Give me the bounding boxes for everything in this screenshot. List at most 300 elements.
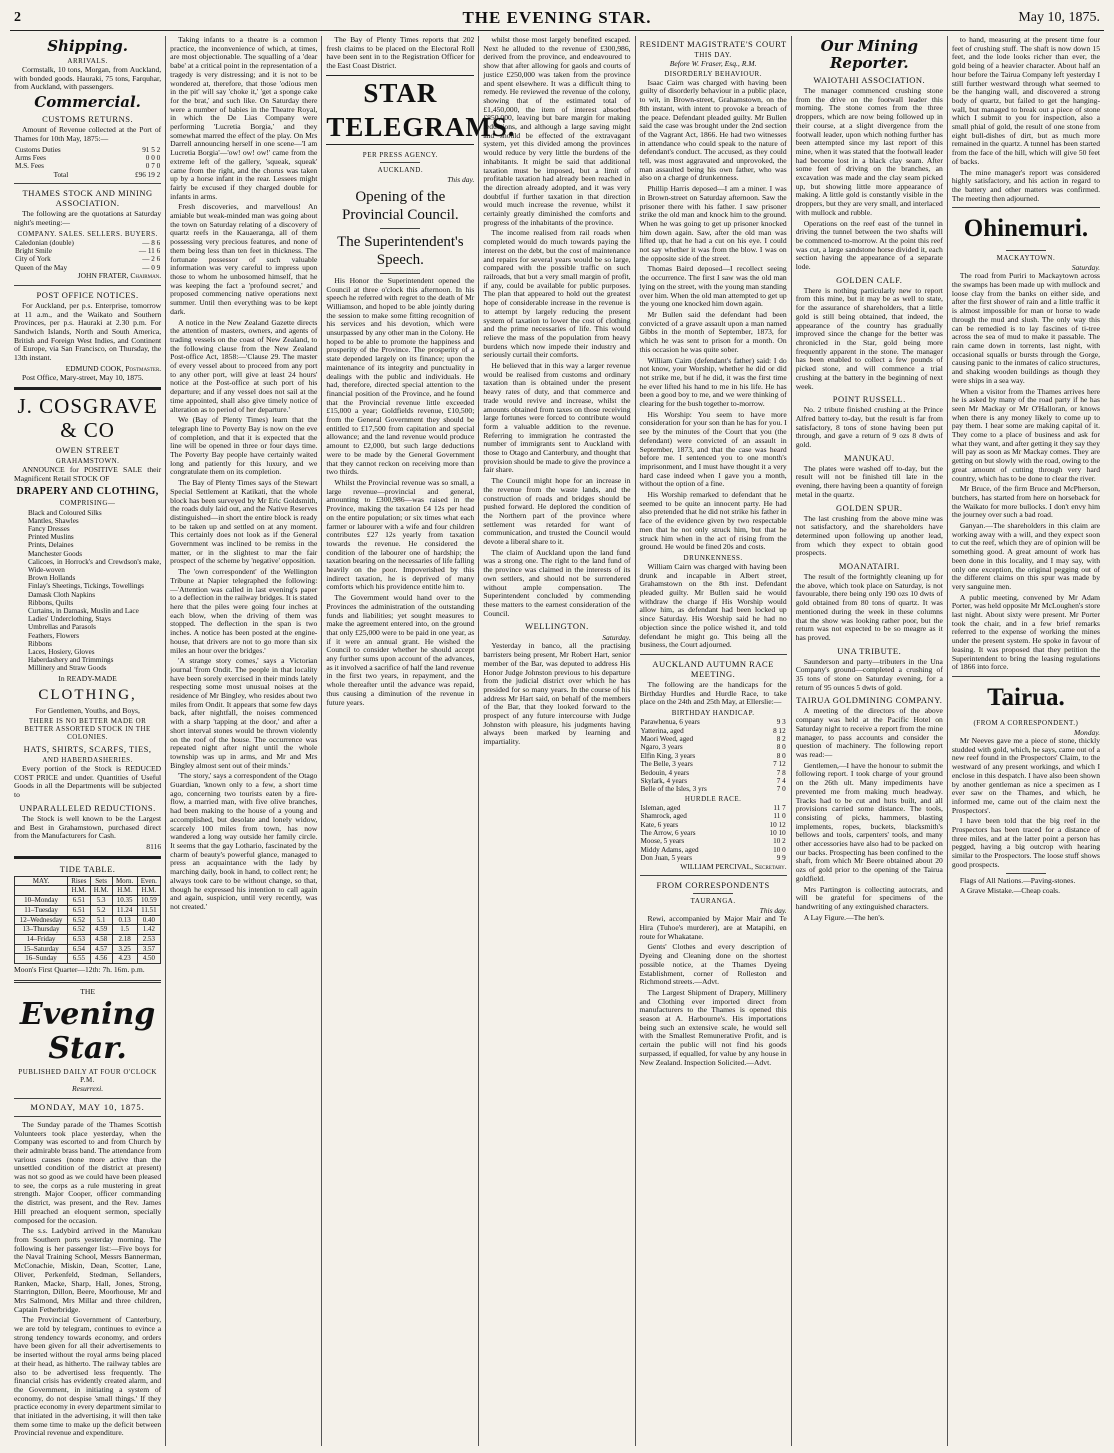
moon-phase: Moon's First Quarter—12th: 7h. 16m. p.m. (14, 965, 145, 975)
column-7 (948, 36, 1104, 1446)
table-cell: 4.57 (90, 944, 112, 954)
divider (640, 654, 787, 655)
table-cell: H.M. (90, 886, 112, 896)
article-paragraph: Rewi, accompanied by Major Mair and Te Hira (Tuhoe's murderer), are at Matapihi, en route for Whakatane. (639, 914, 787, 941)
article-paragraph: The Provincial Government of Canterbury, we are told by telegram, continues to evince a strong tendency towards economy, and orders have been given for all their advertisements to be inserted without the royal arms being placed at their head, as hitherto. The railway tables are also to be advertised less frequently. The financial crisis has evidently created alarm, and the Government, in initiating a system of economy, do not despise 'small things.' If they practice economy in every department similar to that initiated in the advertising, it will then take them some time to make up the deficit between Provincial revenue and expenditure. (14, 1315, 162, 1438)
article-paragraph: Flags of All Nations.—Paving-stones. (959, 875, 1076, 885)
table-cell: 0.13 (112, 915, 137, 925)
table-cell: 10.59 (137, 896, 161, 906)
star-telegrams-head: STAR TELEGRAMS. (326, 75, 474, 145)
mining-title: Our Mining Reporter. (820, 37, 918, 72)
table-cell: 0 7 0 (145, 162, 161, 171)
arrivals-text: Cormstalk, 10 tons, Morgan, from Auckland, with bonded goods. Hauraki, 75 tons, Farquhar, from Auckland, with passengers. (14, 65, 162, 92)
table-row (15, 954, 161, 964)
article-paragraph: A Lay Figure.—The hen's. (803, 912, 885, 922)
list-item: Umbrellas and Parasols (28, 623, 96, 632)
post-office-head: POST OFFICE NOTICES. (36, 289, 139, 300)
table-cell: Skylark, 4 years (640, 776, 688, 785)
table-row (640, 837, 787, 845)
article-paragraph: Mrs Partington is collecting autocrats, and will be grateful for specimens of the handwriting of any extinguished characters. (795, 884, 943, 911)
table-cell: 6.52 (68, 915, 91, 925)
article-paragraph: Mr Neeves gave me a piece of stone, thickly studded with gold, which, he says, came out of a new reef found in the Prospectors' Claim, to the westward of any present workings, and which I enclose in this despatch. I have also been shown by another gentleman as nice a specimen as I ever saw on the Thames, and which, he informed me, came out of the claim next the Prospectors'. (951, 736, 1101, 815)
table-header: Morn. (112, 876, 137, 886)
article-paragraph: A Grave Mistake.—Cheap coals. (959, 886, 1061, 896)
list-item: Damask Cloth Napkins (28, 590, 96, 599)
article-paragraph: Yesterday in banco, all the practising barristers being present, Mr Robert Hart, senior member of the Bar, was deputed to address His Honor Judge Johnston previous to his departure from the judicial district over which he has presided for so many years. In the course of his address Mr Hart said, on behalf of the members of the Bar, that they looked forward to the prospect of any future intercourse with Judge Johnston with pleasure, his judgments having always been marked by learning and impartiality. (483, 641, 631, 747)
table-header: Even. (137, 876, 161, 886)
nameplate: Evening Star. (19, 997, 156, 1067)
article-paragraph: 'The story,' says a correspondent of the Otago Guardian, 'known only to a few, a short time ago, concerning two tourists eaten by a fire-flow, a married man, with five olive branches, had been making to the house of a young and accomplished, but desolate and lonely widow, scarcely 100 miles from town, has now wandered a long way outside her family circle. It seems that the gay Lothario, fascinated by the charm of beauty's powerful glance, managed to press an acquaintance with the lady by marching daily, book in hand, to collect rent; he always took care to be without change, so that, though he expressed his intention to call again and again, suspicion, until very recently, was not created.' (170, 771, 318, 911)
table-row (640, 821, 787, 829)
article-paragraph: William Cairn was charged with having been drunk and incapable in Albert street, Grahamstown on the 8th inst. Defendant pleaded guilty. Mr Bullen said he would withdraw the charge if His Worship would allow him, as defendant had been locked up since Saturday. His Worship said he had no objection since the police wished it, and told defendant he might go. This being all the business, the Court adjourned. (639, 561, 787, 650)
tairua-gm-head: TAIRUA GOLDMINING COMPANY. (796, 695, 943, 706)
column-2 (166, 36, 322, 1446)
cosgrave-items (28, 509, 161, 673)
table-cell: 9 9 (776, 854, 786, 863)
table-cell: Isleman, aged (640, 803, 681, 812)
table-row (14, 171, 161, 179)
article-paragraph: Gentlemen,—I have the honour to submit the following report. I took charge of your ground on the 26th ult. Many impediments have prevented me from making much headway. Tracks had to be cut and huts built, and all provisions carried some distance. The tools, consisting of picks, hammers, blasting implements, ropes, buckets, blacksmith's bellows and tools, carpenters' tools, and many other accessories have also had to be packed on our backs. Prospecting has been confined to the shaft, from which Mr Beere obtained about 20 ozs of gold prior to the opening of the Tairua goldfield. (795, 760, 943, 883)
table-row (640, 769, 787, 777)
table-cell: Yatterina, aged (640, 726, 684, 735)
from-correspondent: (FROM A CORRESPONDENT.) (973, 719, 1079, 727)
table-cell: 10 12 (769, 820, 786, 829)
table-row (640, 804, 787, 812)
cosgrave-bottom: The Stock is well known to be the Largest and Best in Grahamstown, purchased direct from the Manufacturers for Cash. (14, 813, 162, 841)
correspondents-head: FROM CORRESPONDENTS (656, 880, 770, 891)
table-cell: Middy Adams, aged (640, 845, 699, 854)
article-paragraph: Gents' Clothes and every description of Dyeing and Cleaning done on the shortest possible notice, at the Thames Dyeing Establishment, corner of Rolleston and Richmond streets.—Advt. (639, 942, 787, 987)
article-paragraph: The Bay of Plenty Times reports that 202 fresh claims to be placed on the Electoral Roll have been sent in to the Registration Officer for the East Coast District. (326, 35, 475, 71)
tsma-intro: The following are the quotations at Saturday night's meeting:— (14, 209, 162, 227)
table-row (640, 735, 787, 743)
dateline: MONDAY, MAY 10, 1875. (30, 1102, 145, 1113)
cosgrave-drapery: DRAPERY AND CLOTHING, (16, 485, 159, 497)
waiotahi-head: WAIOTAHI ASSOCIATION. (813, 75, 926, 85)
race-head: AUCKLAND AUTUMN RACE MEETING. (652, 659, 774, 679)
table-row (640, 760, 787, 768)
table-cell: 10 0 (773, 845, 786, 854)
table-header: Sets (90, 876, 112, 886)
table-cell: 8 2 (776, 734, 786, 743)
article-paragraph: Operations on the reef east of the tunnel in driving the tunnel between the two shafts will be commenced to-morrow. At the point this reef was cut, a large sandstone horse divided it, each section having the appearance of a separate lode. (795, 218, 943, 272)
tsma-signature: JOHN FRATER, Chairman. (77, 271, 162, 281)
list-item: Calicoes, in Horrock's and Crewdson's make, Wide-woven (28, 557, 162, 575)
tsma-table (14, 239, 161, 273)
golden-calf-head: GOLDEN CALF. (836, 274, 903, 285)
divider (14, 980, 161, 983)
table-cell: 8 12 (773, 726, 786, 735)
article-paragraph: Ganyan.—The shareholders in this claim are working away with a will, and they expect soon to cut the reef, which they are of opinion will be something good. A great amount of work has been done in this locality, and I may say, with only one exception, the original pegging out of the different claims on this spur was made by very sanguine men. (951, 521, 1101, 591)
cosgrave-haberdasheries: AND HABERDASHERIES. (42, 756, 133, 765)
article-paragraph: A public meeting, convened by Mr Adam Porter, was held opposite Mr McLoughen's store last night. About sixty were present. Mr Porter took the chair, and in a few brief remarks referred to the expense of working the mines under the present system. He spoke in favour of leasing. It was proposed that they petition the Superintendent to bring the leasing regulations of 1866 into force. (951, 592, 1101, 672)
press-agency: PER PRESS AGENCY. (362, 150, 438, 159)
list-item: Laces, Hosiery, Gloves (28, 648, 95, 657)
article-paragraph: His Worship remarked to defendant that he seemed to be quite an innocent party. He had also pretended that he did not strike his father in face of the evidence given by two respectable men that he not only struck him, but that he struck him when in the act of rising from the ground. He would be fined 20s and costs. (639, 490, 787, 552)
table-cell: 11.51 (137, 905, 161, 915)
tairua-head: Tairua. (987, 684, 1065, 711)
table-cell: — 8 6 (142, 238, 161, 247)
table-row (640, 727, 787, 735)
dateline-auckland: AUCKLAND. (377, 165, 424, 174)
article-paragraph: Mr Bullen said the defendant had been convicted of a grave assault upon a man named Gibbs in the month of September, 1873, for which he was sent to prison for a month. On this occasion he was quite sober. (639, 309, 787, 354)
list-item: Millinery and Straw Goods (28, 664, 107, 673)
birthday-head: BIRTHDAY HANDICAP. (671, 709, 755, 718)
column-5 (636, 36, 792, 1446)
list-item: Finlay's Sheetings, Tickings, Towellings (28, 582, 144, 591)
table-row (15, 934, 161, 944)
table-header: MAY. (15, 876, 68, 886)
article-paragraph: The s.s. Ladybird arrived in the Manukau from Southern ports yesterday morning. The following is her passenger list:—Five boys for the Naval Training School, Messrs Bannerman, McConachie, Miskin, Dean, Scotter, Lane, Oliver, Perkenfeld, Stedman, Sellanders, Ranken, Macke, Sharp, Hall, Jones, Strong, Starrington, Dillon, Beere, Moorhouse, Mr and Mrs Salmond, Mrs Millar and three children, Captain Fetherbridge. (14, 1226, 162, 1314)
mackaytown-head: MACKAYTOWN. (996, 254, 1056, 263)
golden-spur-head: GOLDEN SPUR. (836, 502, 903, 513)
this-day: This day. (447, 174, 475, 184)
article-paragraph: A meeting of the directors of the above company was held at the Pacific Hotel on Saturday night to receive a report from the mine manager, to pass accounts and consider the question of machinery. The following report was read:— (795, 706, 943, 759)
list-item: Curtains, in Damask, Muslin and Lace (28, 607, 139, 616)
article-paragraph: 'A strange story comes,' says a Victorian journal 'from Ondit. The people in that locality have been sorely exercised in their minds lately respecting some most unusual noises at the residence of Mr Bingley, who resides about two miles from Ondit. It appears that some few days back, after nightfall, the noises commenced with a sharp 'tapping at the door,' and after a short interval stones would be thrown violently on the roof of the house. The occurrence was repeated night after night until the whole township was up in arms, and Mr and Mrs Bingley almost sent out of their minds.' (170, 656, 318, 770)
cosgrave-reduced: Every portion of the Stock is REDUCED COST PRICE and under. Quantities of Useful Goods in all the Departments will be subjected to (14, 764, 162, 800)
divider (380, 228, 420, 229)
article-paragraph: The 'own correspondent' of the Wellington Tribune at Napier telegraphed the following:—'Attention was called in last evening's paper to a deflection in the railway bridges. It is stated here that the piles were going four inches at each blow, when the driving of them was stopped. The deflection in the span is two inches. A notice has been posted at the engine-house, that drivers are not to go more than six miles an hour over the bridges.' (170, 567, 318, 655)
article-paragraph: The result of the fortnightly cleaning up for the above, which took place on Saturday, is not favourable, there being only 190 ozs 10 dwts of gold obtained from 80 tons of quartz. It was mentioned during the week in these columns that the show was looking rather poor, but the return was not expected to be so meagre as it has proved. (795, 572, 943, 642)
list-item: Prints, Delaines (28, 541, 74, 550)
post-office-date: Post Office, Mary-street, May 10, 1875. (22, 372, 144, 382)
saturday-label: Saturday. (1071, 263, 1101, 273)
table-cell: 91 5 2 (142, 145, 161, 154)
list-item: Feathers, Flowers (28, 631, 80, 640)
divider (380, 162, 420, 163)
table-cell: Caledonian (double) (15, 238, 74, 247)
table-cell: Arms Fees (15, 153, 46, 162)
hurdle-table (640, 804, 787, 863)
article-paragraph: When a visitor from the Thames arrives here he is asked by many of the road party if he has seen Mr Mackay or Mr O'Halloran, or knows when there is any money likely to come up to pay them. I hear some are making capital of it. They come to a place of business and ask for what they want, and after getting it they say they will pay as soon as Mr Mackay comes. They are getting on but slowly with the road, owing to the great amount of cutting through very hard country, which has to be done to clear the river. (951, 386, 1101, 483)
table-cell: 6.52 (68, 925, 91, 935)
table-cell: Parawhenua, 6 years (640, 718, 700, 727)
column-1 (10, 36, 166, 1446)
table-cell: 10–Monday (15, 896, 68, 906)
article-paragraph: Fresh discoveries, and marvellous! An amiable but weak-minded man was going about the town on Saturday relating of a discovery of quartz reefs in the Kauaeranga, all of them possessing very precious features, and none of them being less than ten feet in thickness. The fortunate possessor of such valuable information was very careful to impress upon those to whom he unbosomed himself, that he was keeping the fact a 'profound secret,' and proposed commencing native operations next summer. Until then everything was to be kept dark. (170, 202, 318, 316)
birthday-table (640, 718, 787, 794)
page-number: 2 (14, 10, 21, 25)
table-cell: Ngaro, 3 years (640, 743, 683, 752)
table-cell: 1.5 (112, 925, 137, 935)
list-item: Manchester Goods (28, 549, 83, 558)
article-paragraph: The last crushing from the above mine was not satisfactory, and the shareholders have determined upon following up another lead, from which they expect to obtain good prospects. (795, 513, 943, 558)
saturday-label: Saturday. (602, 633, 631, 643)
divider (14, 285, 161, 286)
divider (640, 875, 787, 876)
table-cell: Queen of the May (15, 263, 68, 272)
table-row (640, 846, 787, 854)
list-item: Haberdashery and Trimmings (28, 656, 114, 665)
table-cell: Don Juan, 5 years (640, 854, 693, 863)
article-paragraph: We (Bay of Plenty Times) learn that the telegraph line to Poverty Bay is now on the eve of completion, and that it is expected that the line will be opened in three or four days time. The Poverty Bay people have certainly waited long and patiently for this luxury, and we congratulate them on its completion. (170, 415, 318, 477)
point-russell-head: POINT RUSSELL. (832, 394, 906, 405)
table-cell: 3.25 (112, 944, 137, 954)
masthead (10, 8, 1104, 31)
table-cell: Bright Smile (15, 246, 52, 255)
table-cell: 8 0 (776, 743, 786, 752)
table-row (640, 829, 787, 837)
table-cell: Maori Weed, aged (640, 734, 694, 743)
table-cell: 6.53 (68, 934, 91, 944)
article-paragraph: whilst those most largely benefited escaped. Next he alluded to the revenue of £300,986, derived from the province, and endeavoured to show that after allowing for gaols and courts of justice £250,000 was taken from the province and spent elsewhere. It was a difficult thing to remedy. He reviewed the revenue of the colony, showing that of the estimated total of £1,450,000, the item of interest absorbed £850,000, leaving but bare margin for making reductions, and although a large saving might and should be effected of the extravagant system, yet this divided among the provinces would reduce by very little the burdens of the inhabitants. It might be said that additional taxation must be imposed, but a limit of profitable taxation had already been reached in the direction already adopted, and it was very doubtful if further taxation in that direction would much increase the revenue, whilst it certainly greatly diminished the comforts and progress of the inhabitants of the province. (483, 35, 631, 227)
article-paragraph: Thomas Baird deposed—I recollect seeing the occurrence. The first I saw was the old man lying on the street, with the young man standing over him. When the old man attempted to get up the young one knocked him down again. (639, 264, 787, 309)
table-cell: Kate, 6 years (640, 820, 679, 829)
table-cell: M.S. Fees (15, 162, 44, 171)
article-paragraph: The Bay of Plenty Times says of the Stewart Special Settlement at Katikati, that the whole block has been surveyed by Mr Eric Goldsmith, the roads duly laid out, and the Native Reserves distinguished—in short the entire block is ready to be taken up and settled on at any moment. This certainly does not look as if the General Government was inclined to be remiss in the matter, or in the slightest to mar the fair prospect of the scheme by 'negative' opposition. (170, 478, 318, 566)
table-header-row (15, 876, 161, 886)
table-cell: 16–Sunday (15, 954, 68, 964)
customs-text: Amount of Revenue collected at the Port of Thames for 10th May, 1875:— (14, 125, 162, 143)
table-row (640, 743, 787, 751)
table-cell: 10 10 (769, 828, 786, 837)
arrivals-label: ARRIVALS. (67, 57, 108, 65)
moanatairi-head: MOANATAIRI. (838, 561, 900, 572)
tide-head: TIDE TABLE. (59, 863, 116, 874)
tsma-head: THAMES STOCK AND MINING ASSOCIATION. (22, 188, 153, 209)
cosgrave-town: GRAHAMSTOWN. (55, 457, 120, 466)
table-cell: 5.2 (90, 905, 112, 915)
list-item: Brown Hollands (28, 574, 76, 583)
columns (10, 36, 1104, 1446)
cosgrave-comprising: COMPRISING— (59, 498, 116, 507)
table-cell: 11 0 (773, 812, 786, 821)
drunkenness-head: DRUNKENNESS. (683, 553, 743, 562)
masthead-title: THE EVENING STAR. (462, 8, 652, 27)
table-cell: 2.53 (137, 934, 161, 944)
table-cell: 11 7 (773, 803, 786, 812)
table-cell: 4.58 (90, 934, 112, 944)
cosgrave-for: For Gentlemen, Youths, and Boys, (35, 706, 140, 716)
table-cell: H.M. (68, 886, 91, 896)
table-cell: Customs Duties (15, 145, 61, 154)
article-paragraph: There is nothing particularly new to report from this mine, but it may be as well to state, for the assurance of shareholders, that a little gold is still being obtained, that indeed, the appearance of the country has gradually improved since the change for the better was chronicled in the Star, gold being more frequently apparent in the stone. The manager has been enabled to collect a few pounds of picked stone, and will commence a trial crushing at the battery in the beginning of next week. (795, 285, 943, 391)
ohinemuri-head: Ohinemuri. (963, 215, 1089, 243)
table-cell: 2.18 (112, 934, 137, 944)
race-signature: WILLIAM PERCIVAL, Secretary. (680, 861, 787, 871)
article-paragraph: His Honor the Superintendent opened the Council at three o'clock this afternoon. In his speech he referred with regret to the death of Mr Williamson, and hoped to be able jointly during the session to make some fitting recognition of his services and his devotion, which were unsurpassed by any other man in the Colony. He hoped to be able to promote the happiness and prosperity of the Province. The prosperity of a state depended largely on its finance; upon the maintenance of its integrity and punctuality in dealings with the public and individuals. He had, therefore, directed special attention to the financial position of the Province, and he found that the Provincial revenue little exceeded £15,000 a year; Goldfields revenue, £10,500; from the General Government they should be entitled to £17,500 from capitation and special allowance; and the land revenue would produce amount to £2,000, but such large deductions were to be made by the General Government that they cannot reckon on receiving more than two thirds. (326, 275, 475, 477)
cosgrave-street: OWEN STREET (55, 445, 120, 456)
table-cell: 14–Friday (15, 934, 68, 944)
article-paragraph: Phillip Harris deposed—I am a miner. I was in Brown-street on Saturday afternoon. Saw the prisoner there with his father. I saw prisoner strike the old man and knock him to the ground. When he was going to get up prisoner knocked him down again. Saw, after the old man was lifted up, that he had a cut on his eye. I could not say whether it was from the blow. I was on the opposite side of the street. (639, 184, 787, 263)
list-item: Ladies' Underclothing, Stays (28, 615, 111, 624)
list-item: Black and Coloured Silks (28, 508, 102, 517)
rmc-day: THIS DAY. (694, 51, 732, 59)
article-paragraph: William Cairn (defendant's father) said: I do not know, your Worship, whether he did or did not strike me, but if he did, it was the first time he ever lifted his hand to me in his life. He has been a good boy to me, and we were thinking of clearing for the bush together to-morrow. (639, 355, 787, 409)
commercial-title: Commercial. (34, 93, 141, 112)
rmc-before: Before W. Fraser, Esq., R.M. (669, 59, 757, 68)
table-cell: 4.59 (90, 925, 112, 935)
table-row (14, 146, 161, 154)
table-row (14, 239, 161, 247)
table-row (640, 718, 787, 726)
article-paragraph: No. 2 tribute finished crushing at the Prince Alfred battery to-day, but the result is far from satisfactory, 8 tons of stone having been put through, and gave a return of 9 ozs 8 dwts of gold. (795, 405, 943, 450)
opening-head: Opening of the Provincial Council. (342, 188, 459, 223)
customs-table (14, 146, 161, 180)
cosgrave-announce: ANNOUNCE for POSITIVE SALE their Magnificent Retail STOCK OF (14, 465, 162, 483)
table-cell: Shamrock, aged (640, 812, 687, 821)
list-item: Ribbons (28, 639, 52, 648)
post-office-signature: EDMUND COOK, Postmaster. (65, 363, 162, 373)
table-cell: Belle of the Isles, 3 yrs (640, 785, 707, 794)
cosgrave-no-better: THERE IS NO BETTER MADE OR BETTER ASSORTED STOCK IN THE COLONIES. (24, 717, 151, 742)
customs-head: CUSTOMS RETURNS. (42, 114, 134, 125)
table-cell: — 0 9 (142, 263, 161, 272)
article-paragraph: His Worship: You seem to have more consideration for your son than he has for you. I see by the minutes of the Court that you (the defendant) were convicted of an assault in September, 1873, and that the case was heard before me. I sentenced you to one month's imprisonment, and I must have thought it a very hard case indeed when I gave you a month, without the option of a fine. (639, 409, 787, 489)
motto: Resurrexi. (72, 1084, 104, 1094)
table-cell: The Arrow, 6 years (640, 828, 696, 837)
masthead-date: May 10, 1875. (1018, 10, 1100, 25)
table-cell: 6.55 (68, 954, 91, 964)
divider (693, 893, 733, 894)
table-row (640, 812, 787, 820)
table-cell: Total (53, 170, 69, 179)
article-paragraph: A notice in the New Zealand Gazette directs the attention of masters, owners, and agents of trading vessels on the coast of New Zealand, to the following clause from the New Zealand Post-office Act, 1858:—'Clause 29. The master of every vessel about to proceed from any port to any other port, will give at least 24 hours' notice at the Post-office at such port of his departure; and if any vessel does not sail at the time appointed, shall also give timely notice of alteration as to period of her departure.' (170, 317, 318, 414)
cosgrave-code: 8116 (146, 842, 162, 851)
table-cell: 15–Saturday (15, 944, 68, 954)
article-paragraph: Isaac Cairn was charged with having been guilty of disorderly behaviour in a public place, to wit, in Brown-street, Grahamstown, on the 8th instant, with intent to provoke a breach of the peace. Defendant pleaded guilty. Mr Bullen said the case was brought under the 2nd section of the Vagrant Act, 1866. He had two witnesses in attendance who could speak to the nature of defendant's conduct. The accused, as they could tell, was most aggravated and unprovoked, the man assaulted being his own father, who was also on a charge of drunkenness. (639, 77, 787, 183)
table-cell (15, 886, 68, 896)
table-row (15, 905, 161, 915)
article-paragraph: The claim of Auckland upon the land fund was a strong one. The right to the land fund of the province was claimed in the interests of its own settlers, and should not be surrendered without ample compensation. The Superintendent concluded by commending these matters to the earnest consideration of the Council. (483, 547, 631, 618)
hurdle-head: HURDLE RACE. (684, 794, 742, 803)
speech-head: The Superintendent's Speech. (337, 233, 464, 268)
table-row (640, 777, 787, 785)
table-cell: 6.51 (68, 905, 91, 915)
cosgrave-clothing: CLOTHING, (38, 687, 137, 704)
table-cell: H.M. (112, 886, 137, 896)
table-row (14, 154, 161, 162)
table-cell: 4.56 (90, 954, 112, 964)
table-cell: 11.24 (112, 905, 137, 915)
nameplate-the: THE (80, 986, 95, 996)
table-cell: 5.1 (90, 915, 112, 925)
table-header: Rises (68, 876, 91, 886)
table-cell: 4.23 (112, 954, 137, 964)
table-row (14, 162, 161, 170)
tsma-columns: COMPANY. SALES. SELLERS. BUYERS. (17, 229, 158, 238)
cosgrave-advert (14, 387, 161, 859)
article-paragraph: The road from Puriri to Mackaytown across the swamps has been made up with mullock and loose clay from the banks on either side, and after the first shower of rain and a little traffic it is almost impossible for man or horse to wade through the mud and slush. The only way this can be remedied is to lay fascines of ti-tree across the sea of mud to make it passable. The rain came down in torrents, last night, with occasional squalls or bursts through the Gorge, causing panic to the inmates of calico structures, and shaking wooden buildings as though they were ships in a sea way. (951, 271, 1101, 385)
table-cell: City of York (15, 255, 51, 264)
table-header-row (15, 886, 161, 896)
article-paragraph: The Government would hand over to the Provinces the administration of the outstanding funds and liabilities; yet sought measures to make the agreement entered into, on the ground that only £25,000 were to be paid in one year, as if it were an annual grant. He wished the Council to consider whether he should accept any further sums upon account of the advances, as it involved a sacrifice of half the land revenue in the first two years, in repayment, and the whole thereafter until the advance was repaid, thus causing a diminution of the revenue in future years. (326, 593, 475, 707)
article-paragraph: The mine manager's report was considered highly satisfactory, and his action in regard to the battery and other matters was confirmed. The meeting then adjourned. (951, 167, 1101, 203)
table-cell: H.M. (137, 886, 161, 896)
divider (14, 1098, 161, 1099)
manukau-head: MANUKAU. (844, 452, 895, 463)
divider (952, 676, 1100, 677)
table-cell: 7 0 (776, 785, 786, 794)
table-cell: 11–Tuesday (15, 905, 68, 915)
cosgrave-name: J. COSGRAVE & CO (17, 394, 158, 443)
tauranga-head: TAURANGA. (690, 897, 736, 906)
table-cell: 4.50 (137, 954, 161, 964)
table-cell: 0.40 (137, 915, 161, 925)
una-head: UNA TRIBUTE. (837, 645, 902, 656)
post-office-text: For Auckland, per p.s. Enterprise, tomorrow at 11 a.m., and the Waikato and Southern Provinces, per p.s. Hauraki at 2.30 p.m. For Sandwich Islands, North and South America, British and Foreign West Indies, and Continent of Europe, via San Francisco, on Thursday, the 13th instant. (14, 300, 162, 363)
table-row (15, 915, 161, 925)
table-cell: £96 19 2 (135, 170, 161, 179)
rmc-disorderly: DISORDERLY BEHAVIOUR. (664, 69, 762, 78)
cosgrave-hats: HATS, SHIRTS, SCARFS, TIES, (23, 744, 152, 755)
table-cell: 10.35 (112, 896, 137, 906)
monday-label: Monday. (1073, 728, 1101, 737)
list-item: Mantles, Shawles (28, 516, 79, 525)
cosgrave-unparalleled: UNPARALLELED REDUCTIONS. (19, 802, 156, 813)
table-cell: 1.42 (137, 925, 161, 935)
rmc-head: RESIDENT MAGISTRATE'S COURT (639, 39, 787, 49)
divider (14, 1116, 161, 1117)
article-paragraph: The Council might hope for an increase in the revenue from the waste lands, and the construction of roads and bridges should be pushed forward. He deplored the condition of the Northern part of the province where settlement was retarded for want of communication, and trusted the Council would devote a liberal share to it. (483, 476, 631, 547)
table-cell: 0 0 0 (145, 153, 161, 162)
article-paragraph: The manager commenced crushing stone from the drive on the footwall leader this morning. The stone comes from the three droppers, which are now being followed up in their course, at a slight divergence from the footwall leader, upon which nothing further has been attempted since my last report of this mine, when it was stated that the footwall leader had become lost in a black clay seam. After some feet of driving on the branches, an excavation was made and the clay seam picked up, but showing little more appearance of making. A little gold is constantly visible in the droppers, but they are very small, and interlaced with mullock and rubble. (795, 86, 943, 217)
list-item: Ribbons, Quilts (28, 598, 74, 607)
table-cell: — 11 6 (138, 246, 161, 255)
divider (952, 207, 1100, 208)
table-cell: 12–Wednesday (15, 915, 68, 925)
table-row (640, 752, 787, 760)
table-row (15, 925, 161, 935)
list-item: Fancy Dresses (28, 525, 70, 534)
race-intro: The following are the handicaps for the Birthday Hurdles and Hurdle Race, to take place on the 24th and 25th May, at Ellerslie:— (639, 680, 787, 707)
shipping-title: Shipping. (47, 37, 128, 55)
wellington-head: WELLINGTON. (525, 621, 589, 632)
table-cell: 10 2 (773, 837, 786, 846)
table-cell: The Belle, 3 years (640, 760, 693, 769)
column-4 (479, 36, 635, 1446)
column-3 (322, 35, 516, 1446)
table-cell: 5.3 (90, 896, 112, 906)
article-paragraph: Taking infants to a theatre is a common practice, the inconvenience of which, at times, are most objectionable. The squalling of a 'dear babe' at a critical point in the representation of a tragedy is very distressing; and it is not to be wondered at, therefore, that those 'odious men in the pit' will say 'choke it,' 'get a sponge cake for the brat,' and such like. On Saturday there were a number of babies in the Theatre Royal, in which the De Lias Company were performing 'Lucretia Borgia,' and they somewhat marred the effect of the play. On Mrs Darrell announcing herself in one scene—'I am Lucretia Borgia'—'ow! ow! ow!' came from the extreme left of the gallery, 'squeak, squeak' came from the right, and the chorus was taken up by a horse infant in the rear. Lessees might fairly be excused if they charged double for infants in arms. (170, 35, 318, 201)
article-paragraph: The Largest Shipment of Drapery, Millinery and Clothing ever imported direct from manufacturers to the Thames is opened this season at A. Harbourne's. His importations being such an extensive scale, he would sell with the Smallest Remunerative Profit, and is certain the public will not find his goods surpassed, if equalled, for value by any house in New Zealand. Inspection Solicited.—Advt. (639, 987, 787, 1067)
table-cell: Bedouin, 4 years (640, 768, 690, 777)
article-paragraph: to hand, measuring at the present time four feet of crushing stuff. The shaft is now down 15 feet, and the lode looks richer than ever, the gold being of a heavier character. About half an hour before the Tairua Company left yesterday I still further westward through what seemed to be the hanging wall, and discovered a strong body of quartz, but failed to get the hanging-wall, but managed to break out a piece of stone which I submit to you for inspection, also a small phial of gold, the result of one stone from eight bull-dishes of dirt, but as much more remained in the quartz. A tunnel has been started from the face of the hill, which will give 50 feet of backs. (951, 35, 1101, 166)
table-row (15, 896, 161, 906)
article-paragraph: The plates were washed off to-day, but the result will not be finished till late in the evening, there having been a quantity of foreign metal in the quartz. (795, 463, 943, 499)
table-cell: Elfin King, 3 years (640, 751, 696, 760)
table-row (14, 247, 161, 255)
tauranga-day: This day. (759, 906, 787, 916)
table-cell: 13–Thursday (15, 925, 68, 935)
article-paragraph: The Sunday parade of the Thames Scottish Volunteers took place yesterday, when the Company was escorted to and from Church by their admirable brass band. The attendance from various causes (none more active than the unsettled condition of the district at present) was not so good as we could have been pleased to see, the corps as a rule mustering in great strength. Major Cooper, officer commanding the district, was present, and the Rev. James Hill preached an eloquent sermon, specially composed for the occasion. (14, 1119, 162, 1225)
table-cell: 7 4 (776, 776, 786, 785)
divider (1006, 250, 1046, 251)
table-cell: — 2 6 (142, 255, 161, 264)
article-paragraph: The income realised from rail roads when completed would do much towards paying the interest on the debt, but the cost of maintenance and repairs for several years would be so large, compared with the possible traffic on such railroads, that but a very small margin of profit, if any, could be available for public purposes. The plan that appeared to hold out the greatest hope of considerable increase in the revenue is to attempt by largely reducing the present system of taxation to lower the cost of clothing and the prime necessaries of life. This would relieve the mass of the population from heavy burdens which now impede their industry and seriously curtail their comforts. (483, 228, 631, 360)
article-paragraph: I have been told that the big reef in the Prospectors has been traced for a distance of three miles, and at the latter point a person has pegged, having a big outcrop with hearing similar to the Prospectors. The loose stuff shows good prospects. (951, 816, 1101, 869)
article-paragraph: Saunderson and party—tributers in the Una Company's ground—completed a crushing of 35 tons of stone on Saturday evening, for a return of 95 ounces 5 dwts of gold. (795, 656, 943, 692)
cosgrave-readymade: In READY-MADE (58, 673, 117, 683)
tide-table (14, 876, 161, 964)
table-cell: 7 12 (773, 760, 786, 769)
table-row (640, 785, 787, 793)
divider (380, 273, 420, 274)
table-row (15, 944, 161, 954)
article-paragraph: He believed that in this way a larger revenue would be realised from customs and ordinary taxation than is obtained under the present heavy rates of duty, and that commerce and trade would revive and increase, whilst the amounts obtained from taxes on those receiving large fortunes were forced to contribute would form a valuable addition to the revenue. Referring to immigration he contrasted the number of immigrants sent to Auckland with those to Otago and Canterbury, and thought that provision should be made to give the province a fair share. (483, 361, 631, 475)
divider (1006, 873, 1046, 874)
article-paragraph: Whilst the Provincial revenue was so small, a large revenue—provincial and general, amounting to £300,986—was raised in the Province, making the taxation £4 12s per head on the entire population; or six times what each farmer or labourer with a wife and four children contributes £27 12s yearly from taxation towards the revenue. He considered the condition of the labourer one of hardship; the taxation bearing on the necessaries of life falling heavily on the poor. Impoverished by this indirect taxation, he is deprived of many comforts which his providence entitle him to. (326, 477, 475, 592)
table-row (14, 255, 161, 263)
table-cell: 3.57 (137, 944, 161, 954)
divider (14, 183, 161, 184)
table-cell: 7 8 (776, 768, 786, 777)
table-cell: 9 3 (776, 718, 786, 727)
table-cell: 6.54 (68, 944, 91, 954)
table-cell: 6.51 (68, 896, 91, 906)
table-cell: Moose, 5 years (640, 837, 685, 846)
